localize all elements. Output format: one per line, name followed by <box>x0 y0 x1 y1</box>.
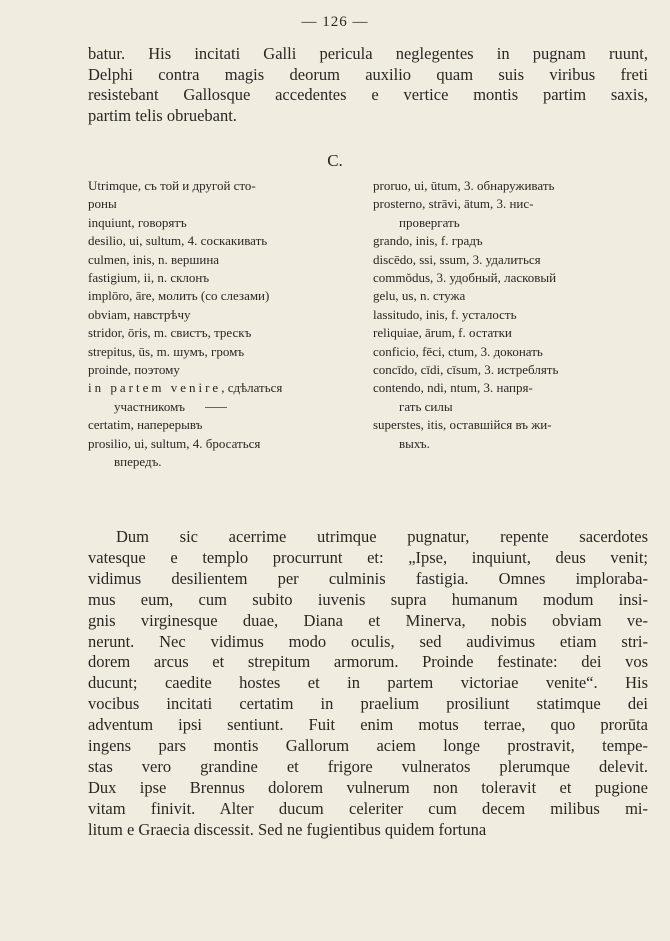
vocab-entry: implōro, āre, молить (со слезами) <box>88 288 270 304</box>
text-line: batur. His incitati Galli pericula neglegentes in pugnam ruunt, <box>88 44 648 63</box>
text-line: vidimus desilientem per culminis fastigia. Omnes imploraba- <box>88 568 648 588</box>
narrative-paragraph <box>88 527 648 841</box>
text-line: partim telis obruebant. <box>88 105 237 125</box>
text-line: Dum sic acerrime utrimque pugnatur, repente sacerdotes <box>116 527 648 546</box>
vocab-entry: stridor, ōris, m. свистъ, трескъ <box>88 325 252 341</box>
vocab-entry-continuation: выхъ. <box>399 435 430 451</box>
text-line: stas vero grandine et frigore vulneratos plerumque delevit. <box>88 756 648 776</box>
vocab-entry-continuation <box>88 398 356 416</box>
vocab-entry: reliquiae, ārum, f. остатки <box>373 325 512 341</box>
vocab-entry: discēdo, ssi, ssum, 3. удалиться <box>373 251 541 267</box>
text-line: mus eum, cum subito iuvenis supra humanum modum insi- <box>88 589 648 609</box>
vocabulary-column-left <box>88 177 356 472</box>
vocab-entry: grando, inis, f. градъ <box>373 233 483 249</box>
vocab-entry: Utrimque, съ той и другой сто- <box>88 178 256 193</box>
text-line: vatesque e templo procurrunt et: „Ipse, inquiunt, deus venit; <box>88 547 648 567</box>
vocab-entry: concīdo, cīdi, cīsum, 3. истреблять <box>373 362 559 378</box>
text-line: resistebant Gallosque accedentes e vertice montis partim saxis, <box>88 85 648 104</box>
vocab-entry: desilio, ui, sultum, 4. соскакивать <box>88 233 268 249</box>
vocab-entry: commŏdus, 3. удобный, ласковый <box>373 270 557 286</box>
intro-paragraph <box>88 44 648 126</box>
text-line: adventum ipsi sentiunt. Fuit enim motus terrae, quo prorūta <box>88 715 648 735</box>
vocab-entry: proinde, поэтому <box>88 362 180 378</box>
text-line: nerunt. Nec vidimus modo oculis, sed audivimus etiam stri- <box>88 631 648 651</box>
vocab-entry: prosterno, strāvi, ātum, 3. нис- <box>373 196 534 212</box>
vocab-entry-text: участникомъ <box>114 398 186 414</box>
vocab-entry: lassitudo, inis, f. усталость <box>373 306 517 322</box>
text-line: ducunt; caedite hostes et in partem victoriae venite“. His <box>88 673 648 693</box>
text-line: vocibus incitati certatim in praelium prosiliunt statimque dei <box>88 694 648 714</box>
vocab-entry: superstes, itis, оставшійся въ жи- <box>373 417 552 433</box>
phrase-translation: , сдѣлаться <box>221 380 283 396</box>
vocab-entry: contendo, ndi, ntum, 3. напря- <box>373 380 533 396</box>
text-line: gnis virginesque duae, Diana et Minerva, nobis obviam ve- <box>88 610 648 630</box>
vocab-entry: strepitus, ūs, m. шумъ, громъ <box>88 343 245 359</box>
vocab-entry: prosilio, ui, sultum, 4. бросаться <box>88 435 261 451</box>
vocab-entry: culmen, inis, n. вершина <box>88 251 220 267</box>
vocab-entry-continuation: провергать <box>399 214 460 230</box>
vocab-entry: certatim, наперерывъ <box>88 417 203 433</box>
vocab-entry-continuation: гать силы <box>399 398 453 414</box>
vocab-entry: gelu, us, n. стужа <box>373 288 466 304</box>
vocab-entry: obviam, навстрѣчу <box>88 306 191 322</box>
vocab-entry: fastigium, ii, n. склонъ <box>88 270 210 286</box>
page-number: — 126 — <box>301 14 369 30</box>
vocab-entry: proruo, ui, ūtum, 3. обнаруживать <box>373 178 555 193</box>
text-line: dorem arcus et strepitum armorum. Proinde festinate: dei vos <box>88 652 648 672</box>
vocab-entry-continuation: впередъ. <box>114 454 162 470</box>
vocab-entry <box>88 379 356 397</box>
vocabulary-column-right <box>373 177 648 453</box>
section-heading: C. <box>327 151 343 170</box>
divider-dash <box>205 407 227 408</box>
vocab-entry: роны <box>88 196 117 212</box>
spaced-phrase: in partem venire <box>88 380 222 396</box>
text-line: ingens pars montis Gallorum aciem longe prostravit, tempe- <box>88 736 648 756</box>
text-line: vitam finivit. Alter ducum celeriter cum decem milibus mi- <box>88 798 648 818</box>
vocab-entry: inquiunt, говорятъ <box>88 214 187 230</box>
text-line: litum e Graecia discessit. Sed ne fugientibus quidem fortuna <box>88 819 487 839</box>
text-line: Delphi contra magis deorum auxilio quam suis viribus freti <box>88 64 648 84</box>
vocab-entry: conficio, fēci, ctum, 3. доконать <box>373 343 543 359</box>
text-line: Dux ipse Brennus dolorem vulnerum non toleravit et pugione <box>88 777 648 797</box>
